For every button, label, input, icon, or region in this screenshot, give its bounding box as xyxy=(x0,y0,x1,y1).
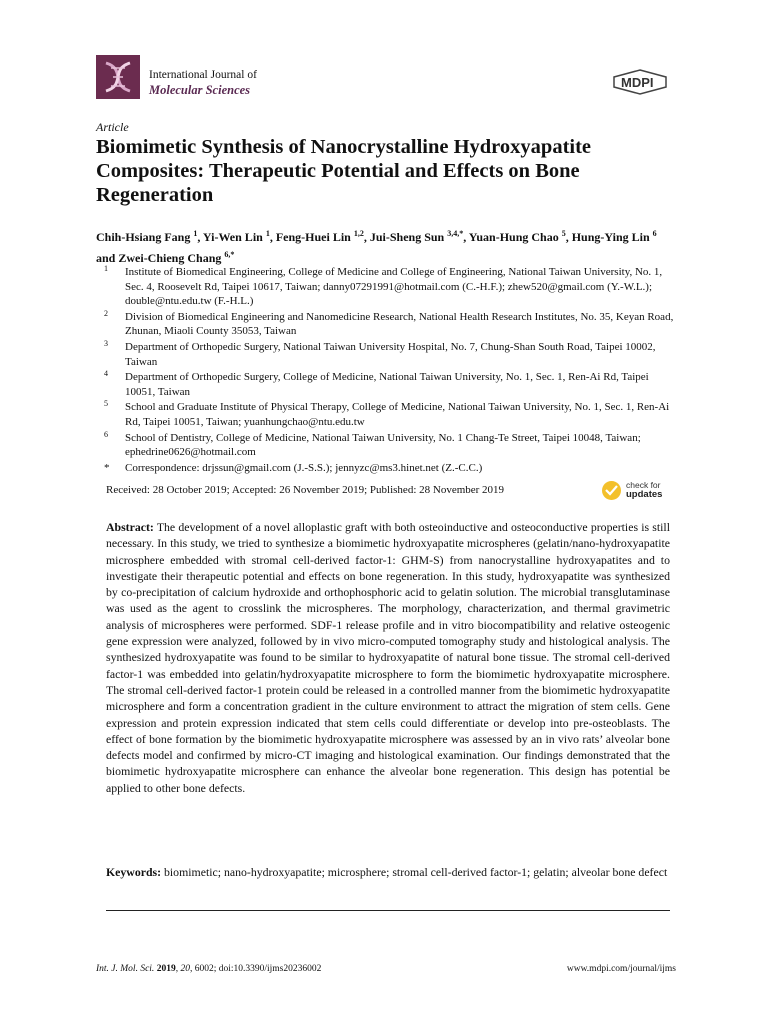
author-name: Feng-Huei Lin xyxy=(275,230,351,244)
section-divider xyxy=(106,910,670,911)
author-list xyxy=(96,225,676,267)
abstract xyxy=(106,519,670,796)
citation-year: 2019 xyxy=(156,964,176,974)
correspondence-text: Correspondence: drjssun@gmail.com (J.-S.S.); jennyzc@ms3.hinet.net (Z.-C.C.) xyxy=(125,461,483,474)
affiliation-item xyxy=(104,431,676,460)
paper-title: Biomimetic Synthesis of Nanocrystalline Hydroxyapatite Composites: Therapeutic Potential and Effects on Bone Regeneration xyxy=(96,136,592,206)
journal-url[interactable]: www.mdpi.com/journal/ijms xyxy=(566,964,676,974)
author-name: Hung-Ying Lin xyxy=(571,230,650,244)
citation-rest: , 6002; doi:10.3390/ijms20236002 xyxy=(189,964,322,974)
affiliation-number: 4 xyxy=(104,369,108,379)
author-affiliation-mark: 1 xyxy=(193,229,198,238)
publisher-name: MDPI xyxy=(621,75,654,90)
affiliation-item xyxy=(104,400,676,429)
affiliation-number: 6 xyxy=(104,429,108,439)
author-affiliation-mark: 1 xyxy=(265,229,270,238)
affiliation-number: 2 xyxy=(104,308,108,318)
affiliation-item xyxy=(104,265,676,309)
affiliation-item xyxy=(104,340,676,369)
check-updates-line1: check for xyxy=(626,480,661,490)
affiliation-text: Department of Orthopedic Surgery, College of Medicine, National Taiwan University, No. 1, Sec. 1, Ren-Ai Rd, Taipei 10051, Taiwan xyxy=(125,371,649,398)
affiliation-text: Institute of Biomedical Engineering, College of Medicine and College of Engineering, National Taiwan University, No. 1, Sec. 4, Roosevelt Rd, Taipei 10617, Taiwan; danny07291991@hotmail.com (C.-H.F.); zhew520@gmail.com (Y.-W.L.); double@ntu.edu.tw (F.-H.L.) xyxy=(125,266,663,308)
publication-dates: Received: 28 October 2019; Accepted: 26 November 2019; Published: 28 November 2019 xyxy=(106,484,505,496)
author-separator: , xyxy=(463,230,469,244)
citation-line: Int. J. Mol. Sci. 2019, 20, 6002; doi:10.3390/ijms20236002 xyxy=(96,964,322,974)
article-type: Article xyxy=(96,120,129,134)
author-affiliation-mark: 6 xyxy=(652,229,657,238)
author-affiliation-mark: 1,2 xyxy=(353,229,364,238)
affiliation-text: Division of Biomedical Engineering and Nanomedicine Research, National Health Research Institutes, No. 35, Keyan Road, Zhunan, Miaoli County 35053, Taiwan xyxy=(125,310,674,338)
author-separator: , xyxy=(565,230,572,244)
author-name: Yuan-Hung Chao xyxy=(468,230,559,244)
author-name: Yi-Wen Lin xyxy=(202,230,263,244)
author-name: Jui-Sheng Sun xyxy=(369,230,445,244)
author-separator: , xyxy=(197,230,203,244)
citation-volume: 20 xyxy=(180,964,190,974)
journal-name-line1: International Journal of xyxy=(149,69,257,81)
author-separator: , xyxy=(269,230,276,244)
author-separator: , xyxy=(363,230,370,244)
affiliation-number: 3 xyxy=(104,338,108,348)
affiliation-number: 5 xyxy=(104,399,108,409)
check-for-updates-badge[interactable] xyxy=(602,480,672,502)
correspondence xyxy=(104,461,676,476)
check-updates-line2: updates xyxy=(626,489,663,500)
journal-name xyxy=(149,68,257,98)
keywords-label: Keywords: xyxy=(106,865,162,879)
author-name: Zwei-Chieng Chang xyxy=(118,251,222,265)
journal-header xyxy=(96,55,676,105)
affiliation-item xyxy=(104,370,676,399)
author-affiliation-mark: 6,* xyxy=(224,250,235,259)
affiliation-text: School of Dentistry, College of Medicine, National Taiwan University, No. 1 Chang-Te Street, Taipei 10048, Taiwan; ephedrine0626@hotmail.com xyxy=(125,431,641,459)
check-updates-icon xyxy=(602,481,621,500)
affiliation-item xyxy=(104,310,676,339)
journal-abbrev: Int. J. Mol. Sci. xyxy=(96,964,155,974)
journal-logo-icon xyxy=(96,55,140,99)
author-affiliation-mark: 3,4,* xyxy=(447,229,464,238)
keywords xyxy=(106,864,670,880)
author-name: Chih-Hsiang Fang xyxy=(96,230,191,244)
affiliation-text: Department of Orthopedic Surgery, National Taiwan University Hospital, No. 7, Chung-Shan South Road, Taipei 10002, Taiwan xyxy=(125,340,656,368)
correspondence-mark: * xyxy=(104,461,110,474)
keywords-text: biomimetic; nano-hydroxyapatite; microsphere; stromal cell-derived factor-1; gelatin; alveolar bone defect xyxy=(164,865,668,879)
affiliation-text: School and Graduate Institute of Physical Therapy, College of Medicine, National Taiwan University, No. 1, Sec. 1, Ren-Ai Rd, Taipei 10051, Taiwan; yuanhungchao@ntu.edu.tw xyxy=(125,401,670,428)
publisher-logo xyxy=(611,69,669,100)
abstract-label: Abstract: xyxy=(106,520,154,534)
author-separator: and xyxy=(96,251,119,265)
journal-name-line2: Molecular Sciences xyxy=(149,83,251,97)
affiliation-number: 1 xyxy=(104,264,108,273)
affiliation-list xyxy=(104,265,676,476)
abstract-text: The development of a novel alloplastic graft with both osteoinductive and osteoconductive properties is still necessary. In this study, we tried to synthesize a biomimetic hydroxyapatite microspheres (gelatin/nano-hydroxyapatite microsphere embedded with stromal cell-derived factor-1: GHM-S) from nanocrystalline hydroxyapatites and to investigate their therapeutic potential and effects on bone regeneration. In this study, hydroxyapatite was synthesized by co-precipitation of calcium hydroxide and orthophosphoric acid to gelatin solution. The microbial transglutaminase was used as the agent to crosslink the microspheres. The morphology, characterization, and thermal gravimetric analysis of microspheres were performed. SDF-1 release profile and in vitro biocompatibility and relative osteogenic gene expression were analyzed, followed by in vivo micro-computed tomography study and histological analysis. The synthesized hydroxyapatite was found to be similar to hydroxyapatite of natural bone tissue. The stromal cell-derived factor-1 was embedded into gelatin/hydroxyapatite microsphere to form the biomimetic hydroxyapatite microsphere. The stromal cell-derived factor-1 protein could be released in a controlled manner from the biomimetic hydroxyapatite microsphere and form a concentration gradient in the culture environment to attract the migration of stem cells. Gene expression and protein expression indicated that stem cells could differentiate or develop into pre-osteoblasts. The effect of bone formation by the biomimetic hydroxyapatite microsphere was assessed by an in vivo rats’ alveolar bone defects model and confirmed by micro-CT imaging and histological examination. Our findings demonstrated that the biomimetic hydroxyapatite microsphere can enhance the alveolar bone regeneration. This design has potential be applied to other bone defects. xyxy=(106,520,670,795)
author-affiliation-mark: 5 xyxy=(561,229,566,238)
